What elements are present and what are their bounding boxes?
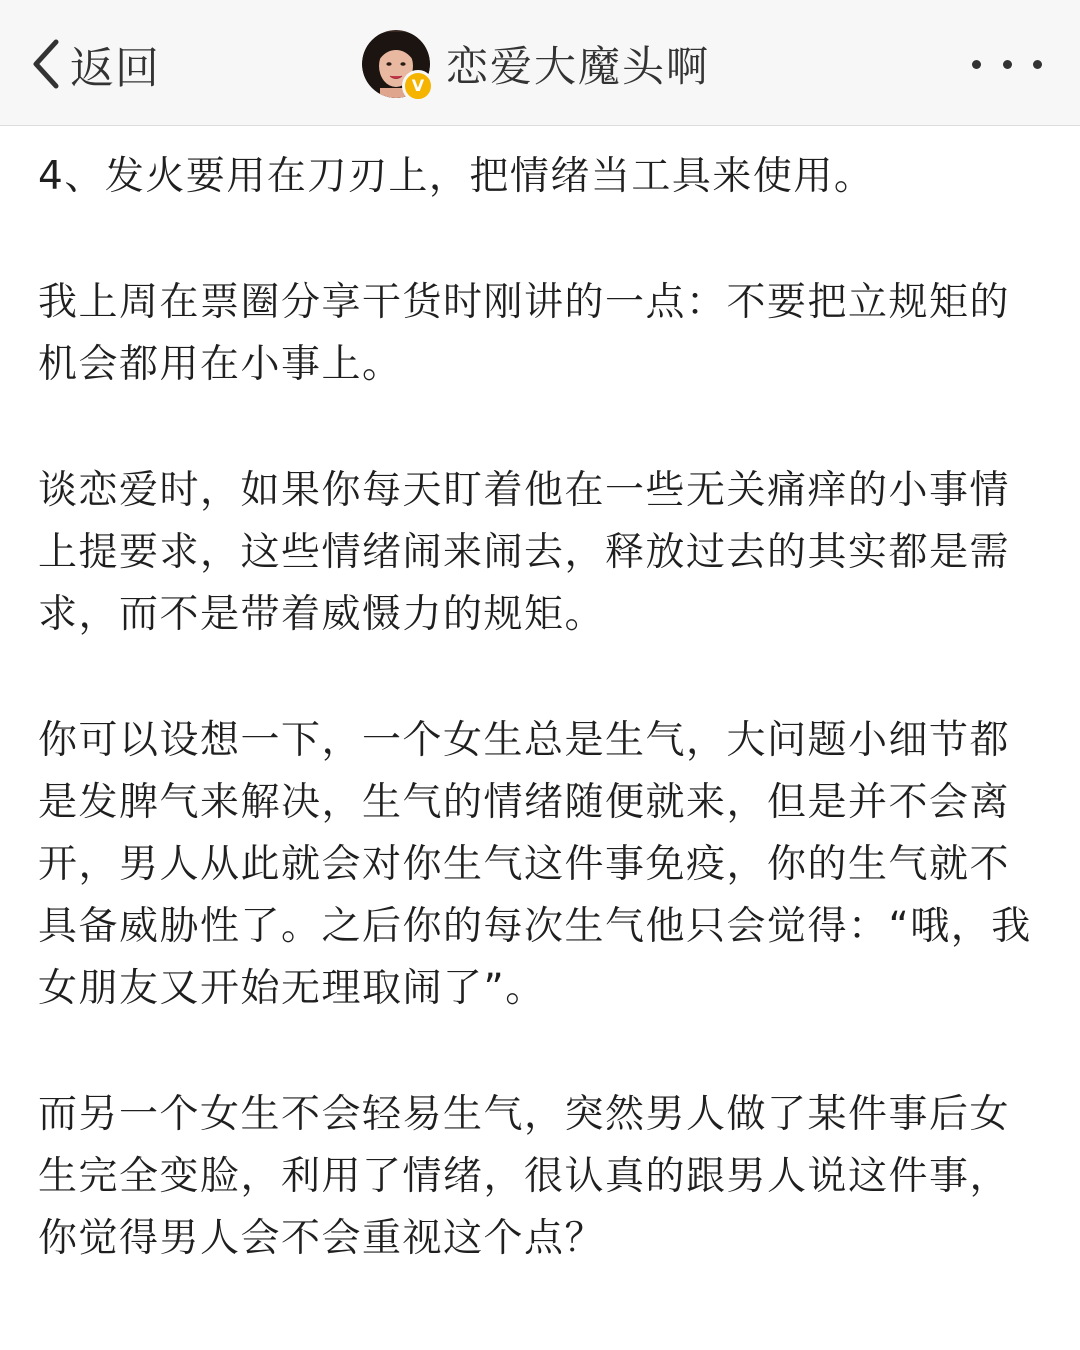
article-paragraph: 你可以设想一下，一个女生总是生气，大问题小细节都是发脾气来解决，生气的情绪随便就来，但是并不会离开，男人从此就会对你生气这件事免疫，你的生气就不具备威胁性了。之后你的每次生气他只会觉得：“哦，我女朋友又开始无理取闹了”。: [38, 718, 1032, 1011]
back-label: 返回: [70, 43, 160, 94]
article-paragraph: 我上周在票圈分享干货时刚讲的一点：不要把立规矩的机会都用在小事上。: [38, 280, 1011, 387]
top-navigation-bar: [0, 0, 1080, 126]
account-name[interactable]: 恋爱大魔头啊: [446, 42, 711, 91]
article-paragraph: 而另一个女生不会轻易生气，突然男人做了某件事后女生完全变脸，利用了情绪，很认真的跟男人说这件事，你觉得男人会不会重视这个点？: [38, 1092, 1011, 1261]
article-body: [38, 146, 1042, 1270]
article-paragraph: 谈恋爱时，如果你每天盯着他在一些无关痛痒的小事情上提要求，这些情绪闹来闹去，释放过去的其实都是需求，而不是带着威慑力的规矩。: [38, 468, 1011, 637]
account-profile[interactable]: [362, 28, 710, 100]
verified-badge-icon: V: [402, 70, 434, 102]
article-paragraph: 4、发火要用在刀刃上，把情绪当工具来使用。: [38, 154, 875, 199]
more-options-button[interactable]: [972, 50, 1042, 78]
chevron-left-icon: [30, 38, 60, 90]
more-dots-icon: [1003, 60, 1012, 69]
more-dots-icon: [1033, 60, 1042, 69]
back-button[interactable]: [30, 32, 160, 96]
avatar[interactable]: [362, 30, 430, 98]
more-dots-icon: [972, 60, 981, 69]
